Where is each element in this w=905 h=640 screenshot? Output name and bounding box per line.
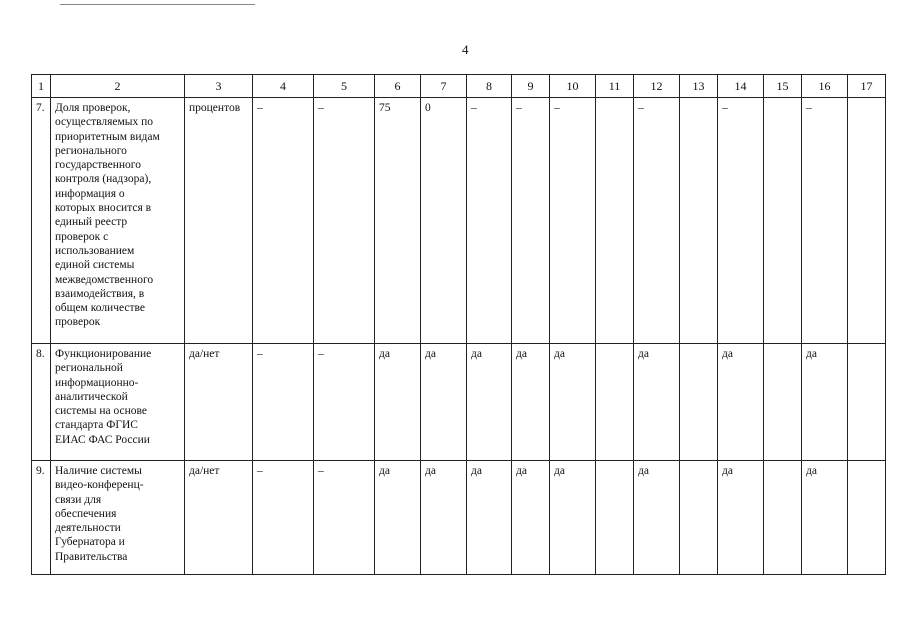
table-cell (848, 344, 886, 461)
table-cell (185, 344, 253, 461)
table-row (32, 98, 886, 344)
table-cell (596, 98, 634, 344)
table-cell (512, 344, 550, 461)
table-header-row (32, 75, 886, 98)
table-cell (185, 461, 253, 575)
cell-value: да/нет (189, 348, 220, 360)
table-cell (550, 344, 596, 461)
cell-value: – (257, 465, 263, 477)
table-cell (596, 461, 634, 575)
column-header: 7 (421, 75, 467, 98)
cell-value: – (806, 102, 812, 114)
table-cell (718, 344, 764, 461)
table-cell (314, 344, 375, 461)
cell-value (596, 98, 633, 103)
table-cell (314, 461, 375, 575)
column-header: 14 (718, 75, 764, 98)
cell-value: да (554, 348, 565, 360)
table-cell (634, 98, 680, 344)
column-header: 16 (802, 75, 848, 98)
table-cell (51, 98, 185, 344)
column-header: 4 (253, 75, 314, 98)
table-cell (550, 98, 596, 344)
top-rule (60, 4, 255, 5)
table-cell (375, 98, 421, 344)
column-header: 5 (314, 75, 375, 98)
table-cell (680, 98, 718, 344)
table-cell (680, 461, 718, 575)
cell-value: да (638, 348, 649, 360)
column-header: 15 (764, 75, 802, 98)
table-cell (467, 461, 512, 575)
column-header: 10 (550, 75, 596, 98)
cell-value (848, 461, 885, 466)
indicator-name: Функционирование региональной информационно- аналитической системы на основе стандарта ФГИС ЕИАС ФАС России (55, 348, 152, 446)
cell-value: – (638, 102, 644, 114)
table-cell (32, 461, 51, 575)
cell-value: – (516, 102, 522, 114)
cell-value (764, 461, 801, 466)
row-number: 8. (36, 348, 45, 360)
table-cell (421, 98, 467, 344)
column-header: 2 (51, 75, 185, 98)
table-cell (848, 461, 886, 575)
cell-value: да (806, 348, 817, 360)
table-cell (764, 344, 802, 461)
table-cell (253, 344, 314, 461)
cell-value: – (722, 102, 728, 114)
page-number: 4 (462, 42, 469, 57)
table-cell (802, 461, 848, 575)
cell-value: – (318, 465, 324, 477)
table-cell (512, 461, 550, 575)
table-cell (802, 344, 848, 461)
table-cell (596, 344, 634, 461)
table-cell (764, 98, 802, 344)
table-cell (634, 461, 680, 575)
cell-value: да (471, 465, 482, 477)
table-cell (32, 98, 51, 344)
table-cell (467, 98, 512, 344)
cell-value (596, 344, 633, 349)
table-cell (718, 98, 764, 344)
column-header: 11 (596, 75, 634, 98)
table-cell (764, 461, 802, 575)
table-cell (253, 98, 314, 344)
cell-value: – (554, 102, 560, 114)
cell-value: да (471, 348, 482, 360)
cell-value: – (318, 102, 324, 114)
cell-value (680, 344, 717, 349)
table-cell (512, 98, 550, 344)
cell-value: 75 (379, 102, 391, 114)
cell-value (680, 461, 717, 466)
cell-value: да (379, 348, 390, 360)
table-cell (550, 461, 596, 575)
table-row (32, 461, 886, 575)
row-number: 7. (36, 102, 45, 114)
cell-value (848, 98, 885, 103)
table-cell (51, 344, 185, 461)
column-header: 8 (467, 75, 512, 98)
table-cell (51, 461, 185, 575)
column-header: 17 (848, 75, 886, 98)
column-header: 12 (634, 75, 680, 98)
column-header: 3 (185, 75, 253, 98)
table-cell (848, 98, 886, 344)
row-number: 9. (36, 465, 45, 477)
cell-value: да (425, 465, 436, 477)
cell-value: процентов (189, 102, 241, 114)
table-cell (718, 461, 764, 575)
column-header: 13 (680, 75, 718, 98)
cell-value: да (516, 465, 527, 477)
table-cell (185, 98, 253, 344)
cell-value: да (554, 465, 565, 477)
cell-value: да (722, 348, 733, 360)
cell-value: – (257, 348, 263, 360)
cell-value: да (516, 348, 527, 360)
table-cell (467, 344, 512, 461)
column-header: 1 (32, 75, 51, 98)
table-cell (421, 461, 467, 575)
cell-value: – (257, 102, 263, 114)
cell-value (680, 98, 717, 103)
cell-value: да (379, 465, 390, 477)
table-cell (802, 98, 848, 344)
cell-value: да (425, 348, 436, 360)
table-cell (32, 344, 51, 461)
cell-value: да (806, 465, 817, 477)
cell-value (848, 344, 885, 349)
table-cell (375, 461, 421, 575)
table-cell (680, 344, 718, 461)
indicator-name: Наличие системы видео-конференц- связи для обеспечения деятельности Губернатора и Правительства (55, 465, 144, 563)
cell-value: – (471, 102, 477, 114)
cell-value: да (722, 465, 733, 477)
table-cell (253, 461, 314, 575)
cell-value: да/нет (189, 465, 220, 477)
cell-value: да (638, 465, 649, 477)
column-header: 9 (512, 75, 550, 98)
cell-value (596, 461, 633, 466)
table-cell (314, 98, 375, 344)
cell-value: – (318, 348, 324, 360)
cell-value: 0 (425, 102, 431, 114)
table-cell (375, 344, 421, 461)
table-cell (634, 344, 680, 461)
column-header: 6 (375, 75, 421, 98)
table-row (32, 344, 886, 461)
table-cell (421, 344, 467, 461)
indicator-name: Доля проверок, осуществляемых по приоритетным видам регионального государственного контроля (надзора), информация о которых вносится в единый реестр проверок с использованием единой системы межведомственного взаимодействия, в общем количестве проверок (55, 102, 160, 329)
cell-value (764, 344, 801, 349)
cell-value (764, 98, 801, 103)
indicators-table (31, 74, 886, 575)
